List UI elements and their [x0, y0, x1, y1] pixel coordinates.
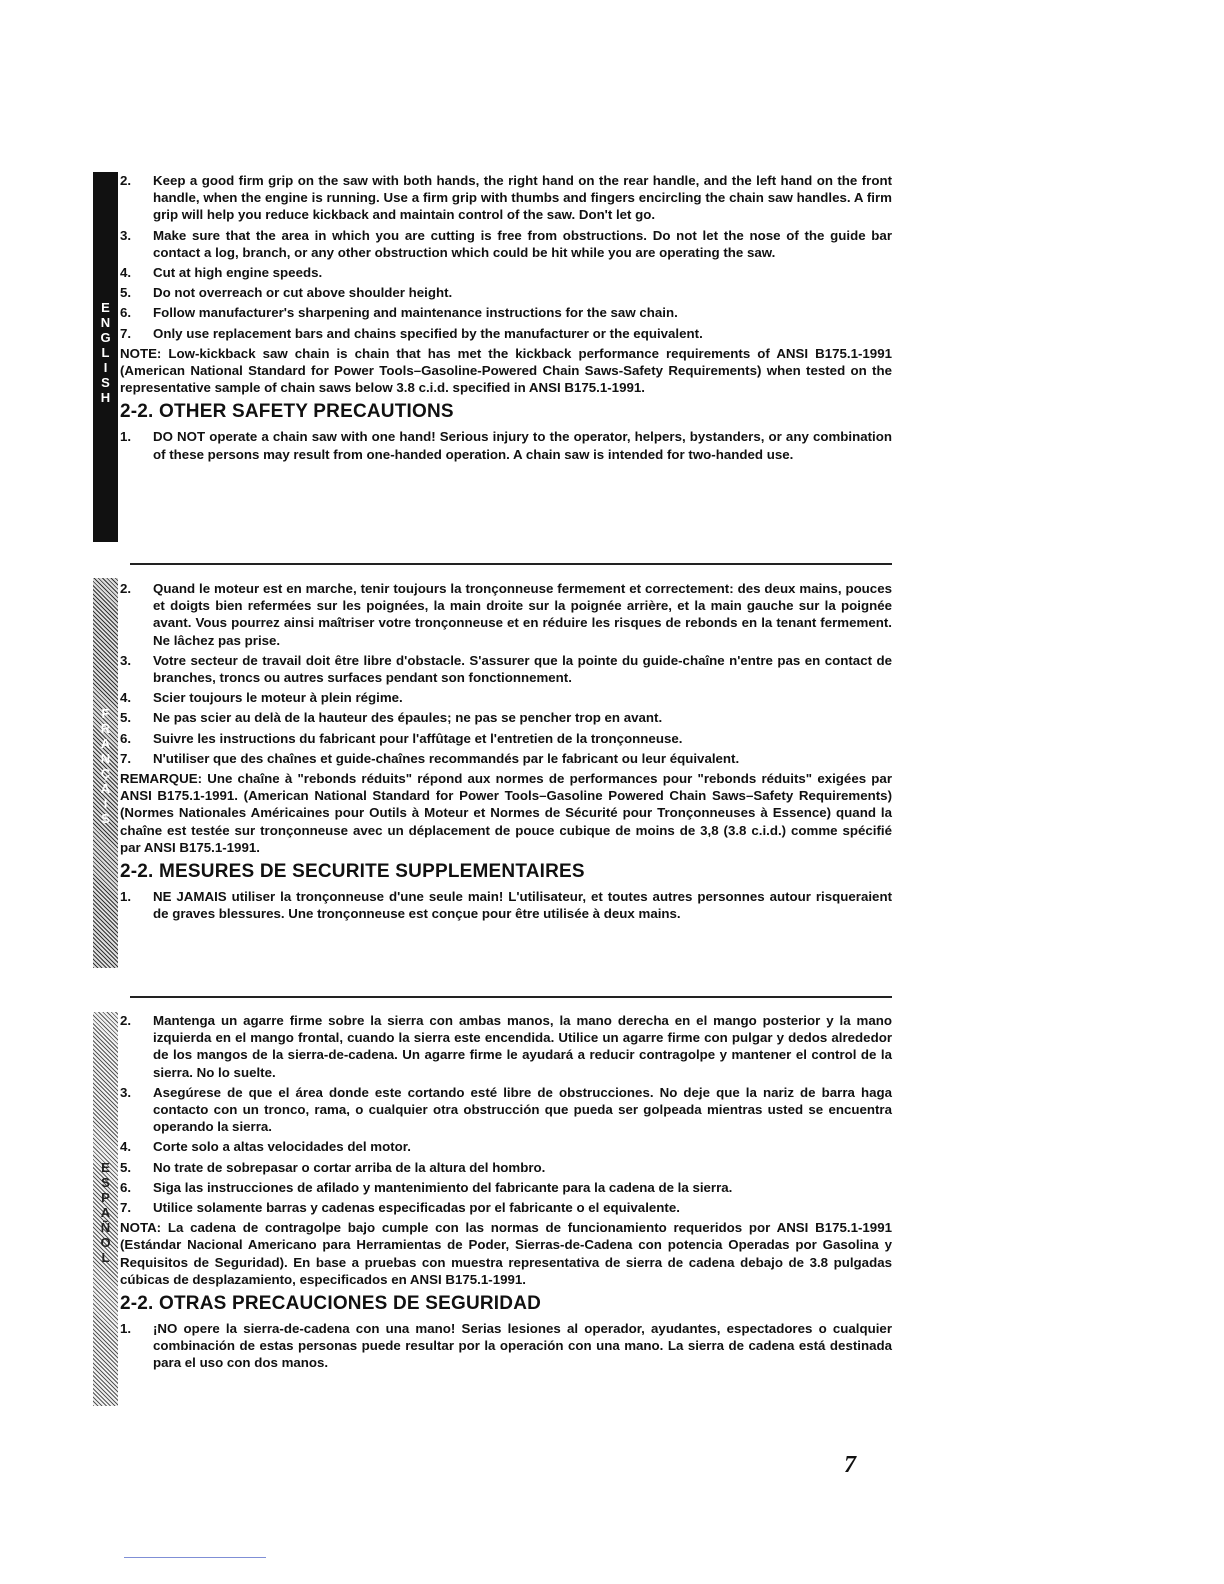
item-number: 3.	[120, 227, 132, 243]
list-item	[120, 580, 892, 649]
tab-letter: S	[101, 811, 110, 826]
item-text: Utilice solamente barras y cadenas especificadas por el fabricante o el equivalente.	[153, 1200, 680, 1216]
french-language-tab	[93, 578, 118, 968]
tab-letter: E	[101, 300, 110, 315]
note-text: Une chaîne à "rebonds réduits" répond aux normes de performances pour "rebonds réduits" exigées par ANSI B175.1-1991. (American National Standard for Power Tools–Gasoline Powered Chain Saws–Safety Requirements) (Normes Nationales Américaines pour Outils à Moteur et Normes de Sécurité pour Tronçonneuses à Essence) quand la chaîne est testée sur tronçonneuse avec un déplacement de pouce cubique de moins de 3,8 (3.8 c.i.d.) comme spécifié par ANSI B175.1-1991.	[120, 771, 893, 855]
tab-letter: A	[100, 1205, 111, 1220]
list-item	[120, 172, 892, 224]
note-label: NOTE:	[120, 345, 162, 361]
item-number: 5.	[120, 710, 132, 726]
item-number: 5.	[120, 1159, 132, 1175]
item-text: N'utiliser que des chaînes et guide-chaînes recommandés par le fabricant ou leur équivalent.	[153, 750, 740, 766]
list-item	[120, 652, 892, 686]
tab-letter: N	[100, 315, 111, 330]
spanish-language-tab	[93, 1012, 118, 1406]
item-text: Keep a good firm grip on the saw with both hands, the right hand on the rear handle, and the left hand on the front handle, when the engine is running. Use a firm grip with thumbs and fingers encircling the chain saw handles. A firm grip will help you reduce kickback and maintain control of the saw. Don't let go.	[153, 173, 892, 223]
tab-letter: I	[103, 360, 108, 375]
tab-letter: H	[100, 390, 111, 405]
note-paragraph	[120, 1219, 892, 1288]
item-number: 2.	[120, 581, 132, 596]
tab-letter: Ç	[100, 766, 111, 781]
list-item	[120, 1199, 892, 1216]
item-number: 4.	[120, 690, 132, 706]
french-section	[120, 580, 892, 925]
footer-line	[124, 1557, 266, 1558]
list-item	[120, 1159, 892, 1176]
tab-letter: A	[100, 781, 111, 796]
section-heading: 2-2. OTHER SAFETY PRECAUTIONS	[120, 401, 454, 423]
item-text: Make sure that the area in which you are cutting is free from obstructions. Do not let the nose of the guide bar contact a log, branch, or any other obstruction which could be hit while you are operating the saw.	[153, 227, 892, 260]
item-number: 2.	[120, 1013, 132, 1028]
tab-letter: N	[100, 751, 111, 766]
list-item	[120, 750, 892, 767]
item-number: 6.	[120, 730, 132, 746]
tab-letter: R	[100, 721, 111, 736]
item-text: Only use replacement bars and chains specified by the manufacturer or the equivalent.	[153, 325, 703, 341]
spanish-tab-letters	[93, 1160, 118, 1265]
item-text: Asegúrese de que el área donde este cortando esté libre de obstrucciones. No deje que la nariz de barra haga contacto con un tronco, rama, o cualquier otra obstrucción que pueda ser golpeada mientras usted se encuentra operando la sierra.	[153, 1084, 892, 1135]
item-text: Mantenga un agarre firme sobre la sierra con ambas manos, la mano derecha en el mango posterior y la mano izquierda en el mango frontal, cuando la sierra este encendida. Utilice un agarre firme con pulgar y dedos alrededor de los mangos de la sierra-de-cadena. Un agarre firme le ayudará a reducir contragolpe y mantener el control de la sierra. No lo suelte.	[153, 1013, 892, 1080]
note-text: Low-kickback saw chain is chain that has met the kickback performance requirements of ANSI B175.1-1991 (American National Standard for Power Tools–Gasoline-Powered Chain Saws-Safety Requirements) when tested on the representative sample of chain saws below 3.8 c.i.d. specified in ANSI B175.1-1991.	[120, 345, 892, 396]
item-text: Suivre les instructions du fabricant pour l'affûtage et l'entretien de la tronçonneuse.	[153, 730, 683, 746]
item-number: 7.	[120, 1200, 132, 1216]
tab-letter: G	[100, 330, 111, 345]
item-number: 6.	[120, 305, 132, 321]
list-item	[120, 264, 892, 281]
item-text: DO NOT operate a chain saw with one hand! Serious injury to the operator, helpers, bystanders, or any combination of these persons may result from one-handed operation. A chain saw is intended for two-handed use.	[153, 429, 892, 462]
section-divider	[130, 996, 892, 998]
item-number: 3.	[120, 652, 132, 668]
tab-letter: I	[103, 796, 108, 811]
list-item	[120, 428, 892, 462]
item-number: 3.	[120, 1084, 132, 1100]
list-item	[120, 325, 892, 342]
list-item	[120, 1320, 892, 1372]
item-number: 1.	[120, 1321, 132, 1337]
item-text: No trate de sobrepasar o cortar arriba de la altura del hombro.	[153, 1159, 546, 1175]
tab-letter: L	[101, 1250, 110, 1265]
item-text: Siga las instrucciones de afilado y mantenimiento del fabricante para la cadena de la sierra.	[153, 1179, 733, 1195]
item-text: Scier toujours le moteur à plein régime.	[153, 690, 403, 706]
note-paragraph	[120, 770, 892, 856]
item-text: Quand le moteur est en marche, tenir toujours la tronçonneuse fermement et correctement: des deux mains, pouces et doigts bien refermées sur les poignées, la main droite sur la poignée arrière, et la main gauche sur la poignée avant. Vous pourrez ainsi maîtriser votre tronçonneuse et en réduire les risques de rebonds en la tenant fermement. Ne lâchez pas prise.	[153, 581, 892, 648]
item-text: Cut at high engine speeds.	[153, 265, 323, 281]
english-section	[120, 172, 892, 466]
list-item	[120, 709, 892, 726]
item-number: 4.	[120, 1139, 132, 1155]
item-text: Follow manufacturer's sharpening and maintenance instructions for the saw chain.	[153, 305, 678, 321]
page-number: 7	[844, 1452, 856, 1478]
note-label: NOTA:	[120, 1220, 162, 1236]
tab-letter: O	[100, 1235, 111, 1250]
spanish-section	[120, 1012, 892, 1375]
list-item	[120, 1084, 892, 1136]
tab-letter: L	[101, 345, 110, 360]
list-item	[120, 730, 892, 747]
item-text: Votre secteur de travail doit être libre d'obstacle. S'assurer que la pointe du guide-chaîne n'entre pas en contact de branches, troncs ou autres surfaces pendant son fonctionnement.	[153, 652, 892, 686]
section-heading: 2-2. MESURES DE SECURITE SUPPLEMENTAIRES	[120, 861, 585, 883]
note-label: REMARQUE:	[120, 771, 202, 787]
list-item	[120, 304, 892, 321]
item-number: 5.	[120, 285, 132, 301]
item-number: 6.	[120, 1179, 132, 1195]
item-text: Ne pas scier au delà de la hauteur des épaules; ne pas se pencher trop en avant.	[153, 710, 663, 726]
item-text: Corte solo a altas velocidades del motor.	[153, 1139, 411, 1155]
list-item	[120, 1179, 892, 1196]
tab-letter: F	[101, 706, 110, 721]
list-item	[120, 284, 892, 301]
item-text: ¡NO opere la sierra-de-cadena con una mano! Serias lesiones al operador, ayudantes, espectadores o cualquier combinación de estas personas puede resultar por la operación con una mano. La sierra de cadena está destinada para el uso con dos manos.	[153, 1321, 892, 1371]
tab-letter: S	[101, 375, 110, 390]
tab-letter: P	[101, 1190, 110, 1205]
note-text: La cadena de contragolpe bajo cumple con las normas de funcionamiento requeridos por ANSI B175.1-1991 (Estándar Nacional Americano para Herramientas de Poder, Sierras-de-Cadena con potencia Operadas por Gasolina y Requisitos de Seguridad). En base a pruebas con muestra representativa de sierra de cadena debajo de 3.8 pulgadas cúbicas de desplazamiento, especificados en ANSI B175.1-1991.	[120, 1220, 892, 1287]
tab-letter: Ñ	[100, 1220, 111, 1235]
item-number: 1.	[120, 889, 132, 905]
item-text: NE JAMAIS utiliser la tronçonneuse d'une seule main! L'utilisateur, et toutes autres personnes autour risqueraient de graves blessures. Une tronçonneuse est conçue pour être utilisée à deux mains.	[153, 889, 892, 922]
english-language-tab	[93, 172, 118, 542]
section-heading: 2-2. OTRAS PRECAUCIONES DE SEGURIDAD	[120, 1293, 542, 1315]
french-tab-letters	[93, 706, 118, 826]
list-item	[120, 227, 892, 261]
tab-letter: S	[101, 1175, 110, 1190]
list-item	[120, 689, 892, 706]
list-item	[120, 1138, 892, 1155]
note-paragraph	[120, 345, 892, 397]
tab-letter: A	[100, 736, 111, 751]
item-number: 7.	[120, 325, 132, 341]
item-number: 7.	[120, 750, 132, 766]
list-item	[120, 1012, 892, 1081]
english-tab-letters	[93, 300, 118, 405]
item-text: Do not overreach or cut above shoulder height.	[153, 285, 453, 301]
list-item	[120, 888, 892, 922]
item-number: 2.	[120, 173, 132, 188]
section-divider	[130, 563, 892, 565]
item-number: 1.	[120, 429, 132, 445]
tab-letter: E	[101, 1160, 110, 1175]
item-number: 4.	[120, 265, 132, 281]
